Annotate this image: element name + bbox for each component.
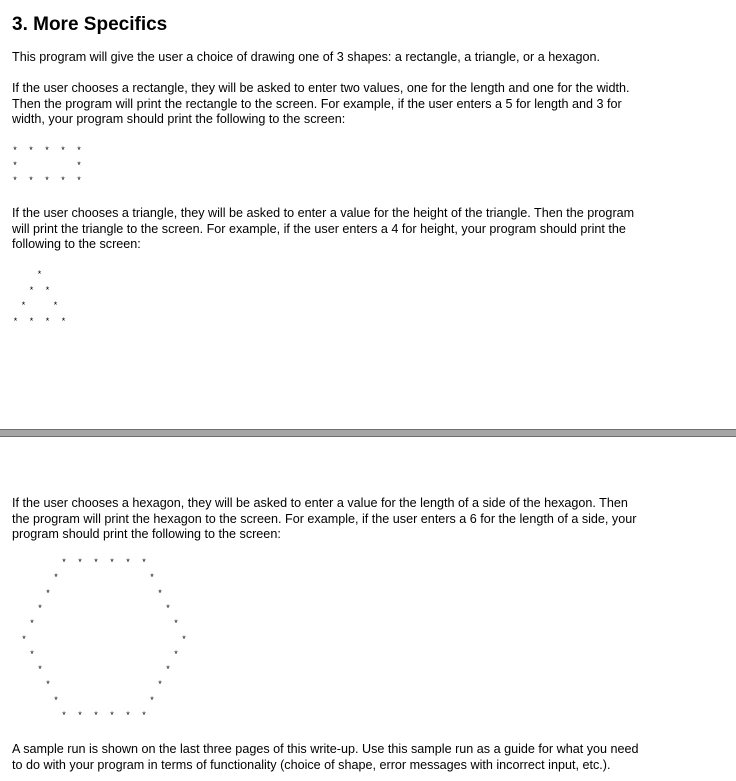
star-glyph: * [61, 315, 66, 326]
star-glyph: * [174, 618, 178, 629]
text-line: to do with your program in terms of functionality (choice of shape, error messages with incorrect input, etc.). [12, 757, 611, 772]
star-glyph: * [142, 710, 146, 720]
text-line: program should print the following to the screen: [12, 527, 281, 542]
text-line: If the user chooses a hexagon, they will be asked to enter a value for the length of a side of the hexagon. Then [12, 496, 628, 510]
star-glyph: * [13, 175, 17, 185]
star-glyph: * [21, 300, 26, 310]
star-glyph: * [61, 145, 65, 155]
star-glyph: * [78, 557, 82, 567]
star-glyph: * [150, 694, 154, 705]
intro-paragraph [12, 50, 712, 66]
star-glyph: * [174, 648, 178, 659]
star-glyph: * [166, 664, 170, 675]
star-glyph: * [30, 618, 34, 629]
star-glyph: * [158, 679, 162, 690]
star-glyph: * [94, 710, 98, 720]
text-line: This program will give the user a choice of drawing one of 3 shapes: a rectangle, a triangle, or a hexagon. [12, 50, 601, 64]
star-glyph: * [150, 572, 154, 583]
star-glyph: * [54, 572, 58, 583]
sample-run-paragraph [12, 742, 712, 773]
text-line: Then the program will print the rectangle to the screen. For example, if the user enters a 5 for length and 3 for [12, 96, 622, 111]
star-glyph: * [166, 602, 170, 613]
section-heading: 3. More Specifics [12, 14, 168, 35]
star-glyph: * [13, 160, 17, 170]
star-glyph: * [110, 710, 114, 720]
star-glyph: * [13, 315, 18, 326]
star-glyph: * [29, 175, 33, 185]
star-glyph: * [182, 633, 186, 644]
star-glyph: * [46, 679, 50, 690]
triangle-paragraph [12, 206, 712, 253]
star-glyph: * [13, 145, 17, 155]
text-line: If the user chooses a rectangle, they will be asked to enter two values, one for the length and one for the width. [12, 81, 630, 95]
star-glyph: * [62, 710, 66, 720]
hexagon-paragraph [12, 496, 712, 543]
star-glyph: * [29, 284, 34, 295]
page-break-divider [0, 429, 736, 437]
star-glyph: * [77, 145, 81, 155]
star-glyph: * [45, 145, 49, 155]
star-glyph: * [126, 710, 130, 720]
star-glyph: * [37, 269, 42, 279]
star-glyph: * [142, 557, 146, 567]
star-glyph: * [22, 633, 26, 644]
text-line: the program will print the hexagon to the screen. For example, if the user enters a 6 for the length of a side, your [12, 511, 637, 526]
star-glyph: * [126, 557, 130, 567]
star-glyph: * [54, 694, 58, 705]
text-line: will print the triangle to the screen. For example, if the user enters a 4 for height, your program should print the [12, 221, 626, 236]
star-glyph: * [45, 175, 49, 185]
star-glyph: * [30, 648, 34, 659]
star-glyph: * [53, 300, 58, 310]
star-glyph: * [61, 175, 65, 185]
star-glyph: * [29, 315, 34, 326]
text-line: A sample run is shown on the last three pages of this write-up. Use this sample run as a guide for what you need [12, 742, 639, 756]
star-glyph: * [78, 710, 82, 720]
star-glyph: * [38, 664, 42, 675]
star-glyph: * [158, 587, 162, 598]
star-glyph: * [45, 315, 50, 326]
star-glyph: * [29, 145, 33, 155]
text-line: following to the screen: [12, 237, 141, 252]
star-glyph: * [77, 175, 81, 185]
star-glyph: * [110, 557, 114, 567]
star-glyph: * [77, 160, 81, 170]
text-line: If the user chooses a triangle, they will be asked to enter a value for the height of the triangle. Then the program [12, 206, 635, 220]
star-glyph: * [38, 602, 42, 613]
text-line: width, your program should print the following to the screen: [12, 112, 346, 127]
star-glyph: * [62, 557, 66, 567]
star-glyph: * [94, 557, 98, 567]
star-glyph: * [45, 284, 50, 295]
star-glyph: * [46, 587, 50, 598]
rectangle-paragraph [12, 81, 712, 128]
